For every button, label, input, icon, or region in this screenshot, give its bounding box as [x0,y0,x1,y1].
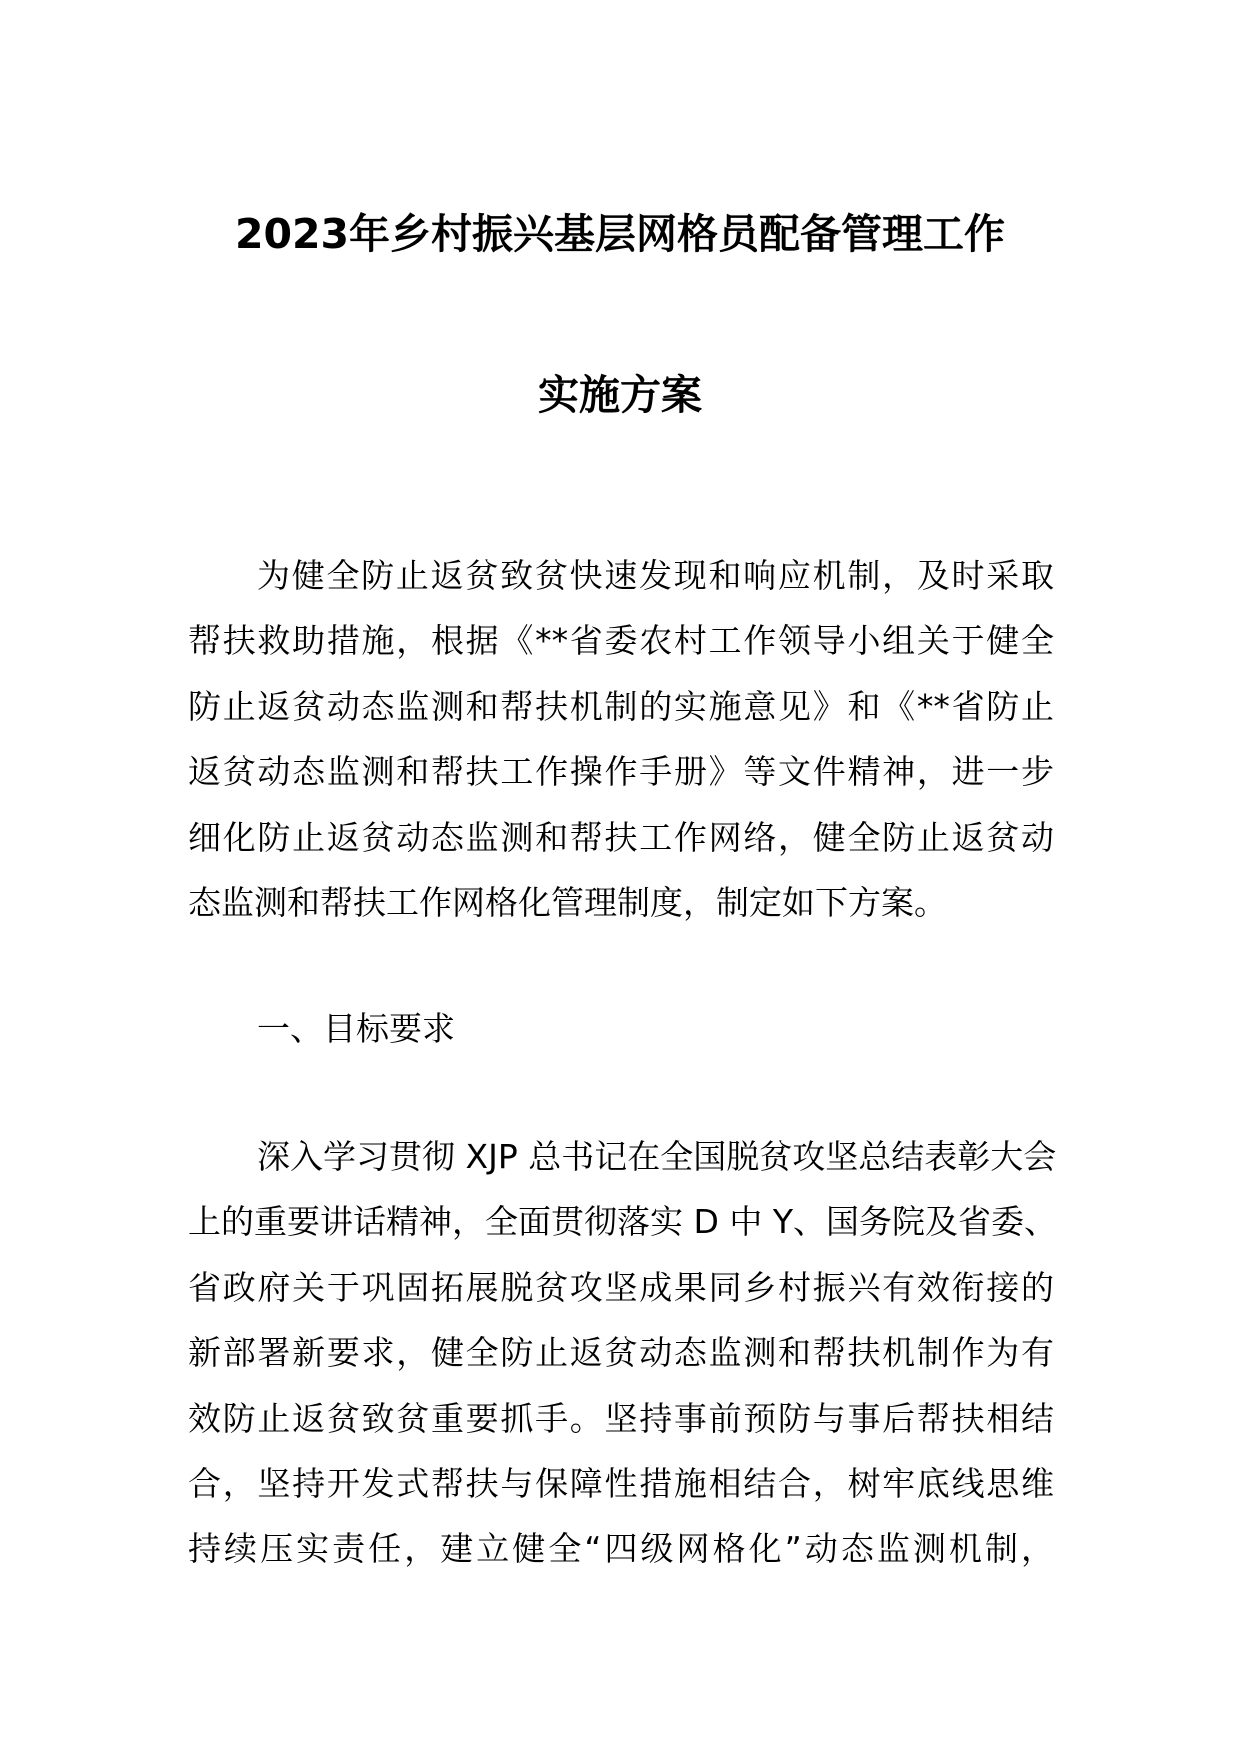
paragraph-line: 合，坚持开发式帮扶与保障性措施相结合，树牢底线思维 [188,1463,1054,1503]
paragraph-line: 防止返贫动态监测和帮扶机制的实施意见》和《**省防止 [188,686,1054,726]
goals-paragraph [188,1124,1058,1582]
paragraph-line: 深入学习贯彻 XJP 总书记在全国脱贫攻坚总结表彰大会 [257,1137,1057,1176]
paragraph-line: 细化防止返贫动态监测和帮扶工作网络，健全防止返贫动 [188,817,1054,857]
intro-paragraph [188,543,1054,935]
paragraph-line: 上的重要讲话精神，全面贯彻落实 D 中 Y、国务院及省委、 [188,1202,1058,1242]
paragraph-line: 新部署新要求，健全防止返贫动态监测和帮扶机制作为有 [188,1333,1054,1373]
paragraph-line: 帮扶救助措施，根据《**省委农村工作领导小组关于健全 [188,621,1054,661]
section-heading: 一、目标要求 [257,1009,455,1048]
document-title-line-2: 实施方案 [538,371,702,419]
paragraph-line: 效防止返贫致贫重要抓手。坚持事前预防与事后帮扶相结 [188,1398,1054,1438]
paragraph-line: 态监测和帮扶工作网格化管理制度，制定如下方案。 [188,882,947,922]
paragraph-line: 持续压实责任，建立健全“四级网格化”动态监测机制， [188,1529,1054,1569]
paragraph-line: 省政府关于巩固拓展脱贫攻坚成果同乡村振兴有效衔接的 [188,1267,1054,1307]
document-title-line-1: 2023年乡村振兴基层网格员配备管理工作 [234,210,1006,258]
paragraph-line: 为健全防止返贫致贫快速发现和响应机制，及时采取 [257,556,1054,595]
paragraph-line: 返贫动态监测和帮扶工作操作手册》等文件精神，进一步 [188,752,1054,792]
